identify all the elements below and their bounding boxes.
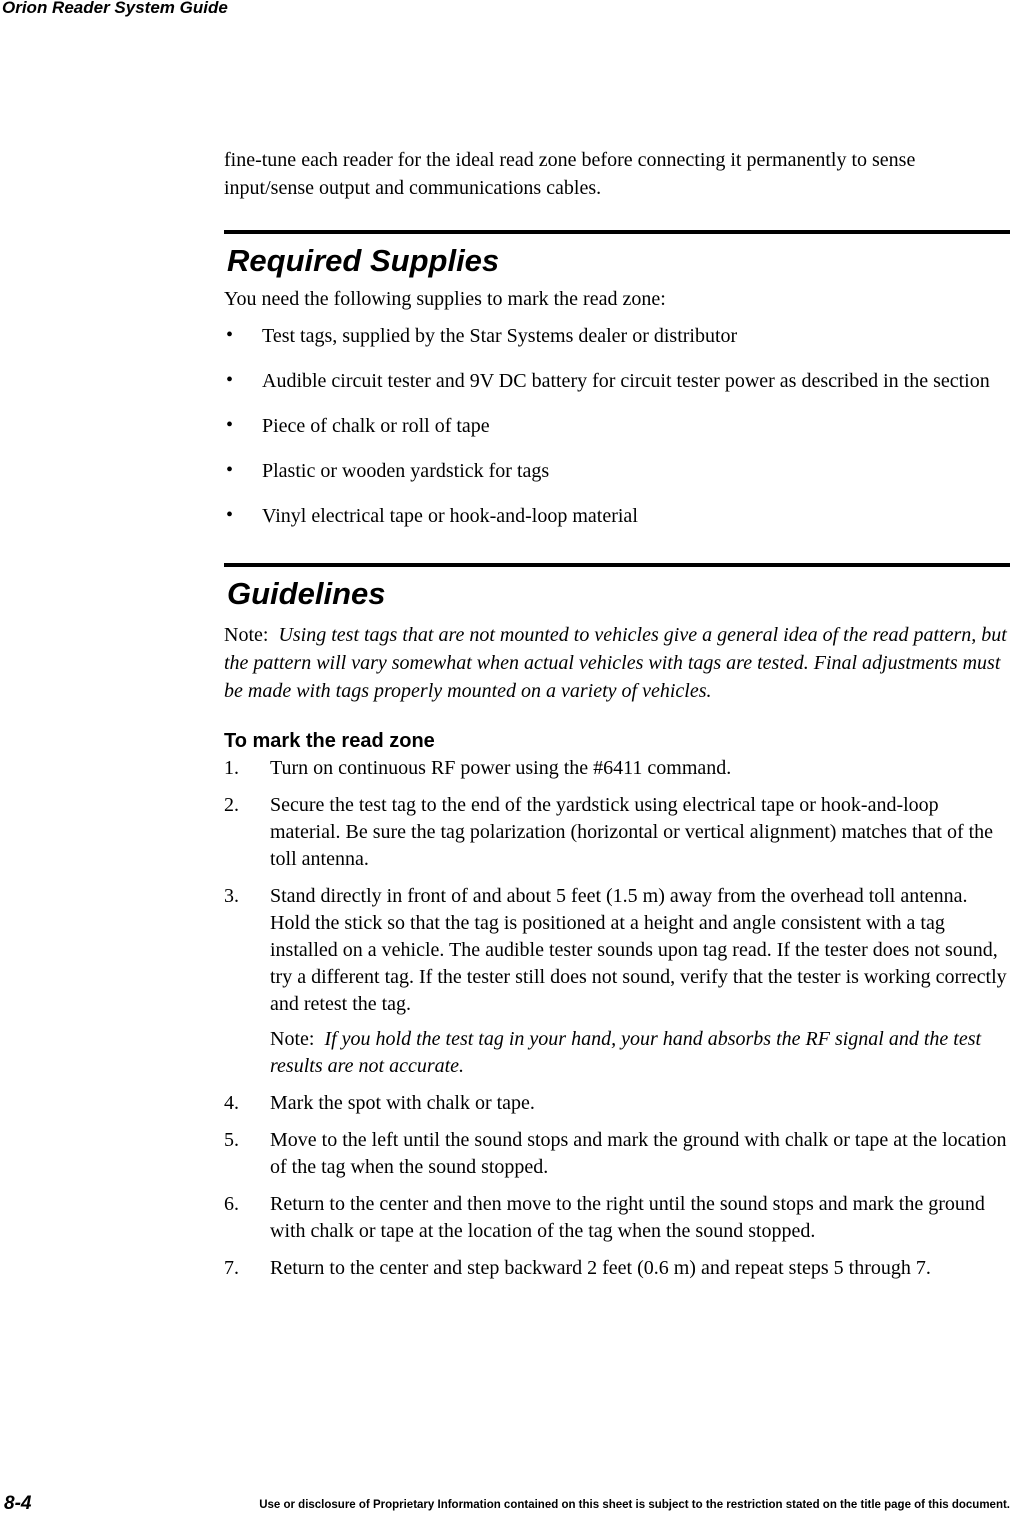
list-item-text: Piece of chalk or roll of tape [262, 415, 490, 437]
note-text: If you hold the test tag in your hand, your hand absorbs the RF signal and the test results are not accurate. [270, 1028, 982, 1077]
bullet-icon: • [226, 459, 234, 481]
step-number: 4. [224, 1092, 239, 1114]
list-item [224, 322, 1010, 350]
section-divider [224, 563, 1010, 567]
guidelines-note [224, 621, 1010, 705]
running-header: Orion Reader System Guide [2, 0, 228, 17]
step-number: 1. [224, 757, 239, 779]
supplies-list [224, 322, 1010, 530]
step-text: Stand directly in front of and about 5 feet (1.5 m) away from the overhead toll antenna. Hold the stick so that the tag is positioned at a height and angle consistent with a tag installed on a vehicle. The audible tester sounds upon tag read. If the tester does not sound, try a different tag. If the tester still does not sound, verify that the tester is working correctly and retest the tag. [270, 885, 1007, 1015]
step-text: Turn on continuous RF power using the #6411 command. [270, 757, 732, 779]
step-note [270, 1026, 1010, 1080]
procedure-steps-continued [224, 1090, 1010, 1282]
bullet-icon: • [226, 504, 234, 526]
step-number: 2. [224, 794, 239, 816]
list-item [224, 367, 1010, 395]
list-item-text: Vinyl electrical tape or hook-and-loop material [262, 505, 638, 527]
step-number: 6. [224, 1193, 239, 1215]
list-item-text: Plastic or wooden yardstick for tags [262, 460, 550, 482]
page-content [224, 146, 1010, 1292]
step-number: 3. [224, 885, 239, 907]
bullet-icon: • [226, 369, 234, 391]
bullet-icon: • [226, 324, 234, 346]
step-item [224, 755, 1010, 782]
supplies-lead: You need the following supplies to mark the read zone: [224, 288, 666, 310]
procedure-steps [224, 755, 1010, 1018]
list-item [224, 502, 1010, 530]
step-text: Return to the center and step backward 2 feet (0.6 m) and repeat steps 5 through 7. [270, 1257, 931, 1279]
bullet-icon: • [226, 414, 234, 436]
step-item [224, 1127, 1010, 1181]
supplies-heading: Required Supplies [227, 243, 500, 278]
step-item [224, 1090, 1010, 1117]
step-number: 7. [224, 1257, 239, 1279]
note-label: Note: [224, 624, 269, 646]
step-number: 5. [224, 1129, 239, 1151]
step-item [224, 1255, 1010, 1282]
step-text: Secure the test tag to the end of the yardstick using electrical tape or hook-and-loop material. Be sure the tag polarization (horizontal or vertical alignment) matches that of the toll antenna. [270, 794, 994, 870]
step-item [224, 883, 1010, 1018]
intro-paragraph: fine-tune each reader for the ideal read zone before connecting it permanently to sense input/sense output and communications cables. [224, 149, 916, 199]
list-item [224, 412, 1010, 440]
page-number: 8-4 [4, 1493, 32, 1514]
legal-notice: Use or disclosure of Proprietary Information contained on this sheet is subject to the restriction stated on the title page of this document. [259, 1499, 1010, 1511]
list-item-text: Test tags, supplied by the Star Systems dealer or distributor [262, 325, 738, 347]
step-item [224, 792, 1010, 873]
step-item [224, 1191, 1010, 1245]
note-label: Note: [270, 1028, 315, 1050]
list-item-text: Audible circuit tester and 9V DC battery for circuit tester power as described in the section [262, 370, 990, 392]
step-text: Move to the left until the sound stops and mark the ground with chalk or tape at the location of the tag when the sound stopped. [270, 1129, 1007, 1178]
step-text: Return to the center and then move to the right until the sound stops and mark the ground with chalk or tape at the location of the tag when the sound stopped. [270, 1193, 985, 1242]
list-item [224, 457, 1010, 485]
procedure-heading: To mark the read zone [224, 730, 435, 752]
note-text: Using test tags that are not mounted to vehicles give a general idea of the read pattern, but the pattern will vary somewhat when actual vehicles with tags are tested. Final adjustments must be made with tags properly mounted on a variety of vehicles. [224, 624, 1007, 702]
step-text: Mark the spot with chalk or tape. [270, 1092, 535, 1114]
guidelines-heading: Guidelines [227, 576, 386, 611]
section-divider [224, 230, 1010, 234]
